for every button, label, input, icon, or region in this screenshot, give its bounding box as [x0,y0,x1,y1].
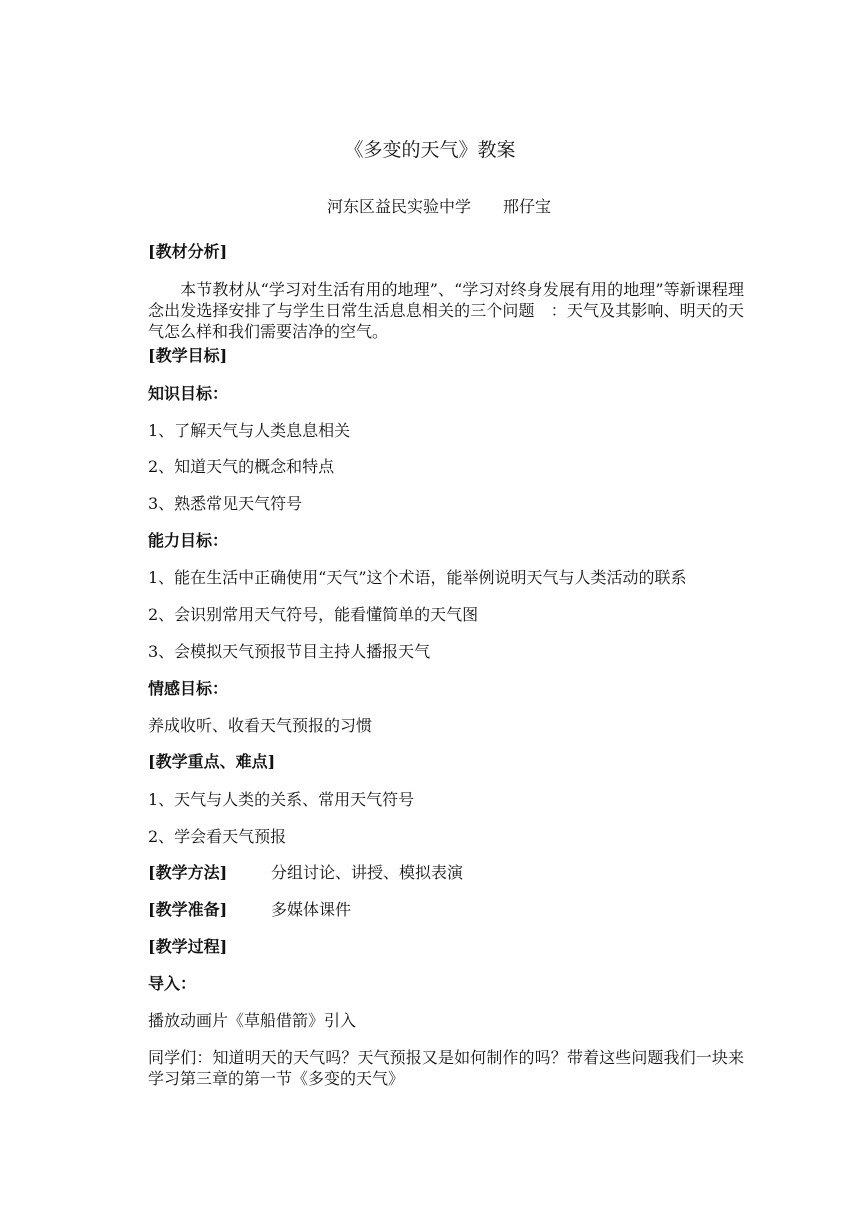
analysis-paragraph: 本节教材从“学习对生活有用的地理”、“学习对终身发展有用的地理”等新课程理念出发选择安排了与学生日常生活息息相关的三个问题 ：天气及其影响、明天的天气怎么样和我们需要洁净的空气。 [148,280,744,341]
emotion-goal-text: 养成收听、收看天气预报的习惯 [148,716,373,735]
preparation-heading: [教学准备] [148,900,228,919]
intro-heading: 导入： [148,974,197,993]
author-line: 河东区益民实验中学 邢仔宝 [326,197,551,216]
analysis-heading: [教材分析] [148,242,228,261]
goals-heading: [教学目标] [148,346,228,365]
ability-item: 2、会识别常用天气符号，能看懂简单的天气图 [148,605,479,624]
knowledge-item: 1、了解天气与人类息息相关 [148,421,351,440]
ability-goals-heading: 能力目标： [148,531,229,550]
preparation-text: 多媒体课件 [271,900,352,919]
knowledge-item: 3、熟悉常见天气符号 [148,494,303,513]
ability-item: 1、能在生活中正确使用“天气”这个术语，能举例说明天气与人类活动的联系 [148,568,687,587]
ability-item: 3、会模拟天气预报节目主持人播报天气 [148,642,431,661]
key-points-heading: [教学重点、难点] [148,752,276,771]
method-text: 分组讨论、讲授、模拟表演 [271,863,464,882]
knowledge-item: 2、知道天气的概念和特点 [148,457,335,476]
emotion-goals-heading: 情感目标： [148,679,229,698]
intro-line: 播放动画片《草船借箭》引入 [148,1011,357,1030]
key-point-item: 1、天气与人类的关系、常用天气符号 [148,790,415,809]
method-heading: [教学方法] [148,863,228,882]
document-title: 《多变的天气》教案 [344,139,516,161]
intro-paragraph: 同学们：知道明天的天气吗？天气预报又是如何制作的吗？带着这些问题我们一块来学习第三章的第一节《多变的天气》 [148,1048,744,1088]
key-point-item: 2、学会看天气预报 [148,827,287,846]
knowledge-goals-heading: 知识目标： [148,384,229,403]
process-heading: [教学过程] [148,937,228,956]
